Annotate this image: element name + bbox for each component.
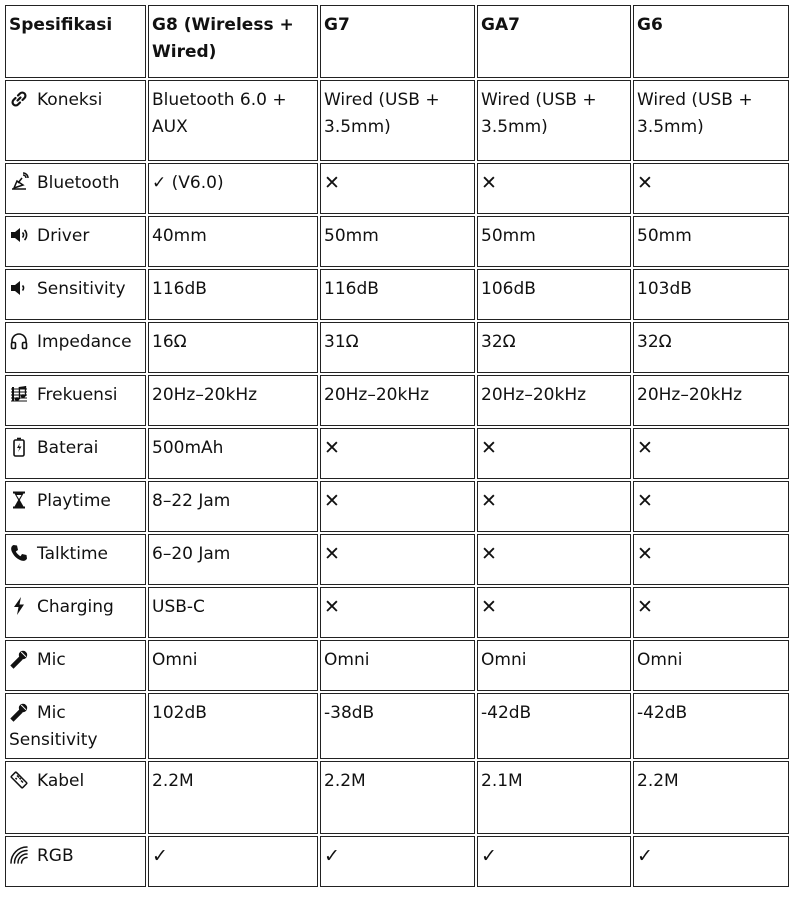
- cell-value: 2.2M: [637, 771, 679, 791]
- cell-value: 106dB: [481, 279, 536, 299]
- spec-label-charging: [5, 587, 146, 638]
- cell-value: 20Hz–20kHz: [637, 385, 743, 405]
- cell-talktime-g7: [320, 534, 475, 585]
- cell-mic-g8: [148, 640, 318, 691]
- cross-mark: ✕: [481, 543, 497, 565]
- cell-value: 32Ω: [637, 332, 672, 352]
- headphones-icon: [9, 331, 31, 351]
- cell-bluetooth-ga7: [477, 163, 631, 214]
- music-score-icon: [9, 384, 31, 404]
- lightning-icon: [9, 596, 31, 616]
- spec-label-driver: [5, 216, 146, 267]
- cell-koneksi-g8: [148, 80, 318, 161]
- cell-charging-ga7: [477, 587, 631, 638]
- cell-charging-g7: [320, 587, 475, 638]
- table-row-charging: [5, 587, 789, 638]
- cell-value: Wired (USB + 3.5mm): [481, 90, 597, 137]
- cell-sensitivity-ga7: [477, 269, 631, 320]
- spec-label-mic-sensitivity: [5, 693, 146, 759]
- cell-value: Omni: [324, 650, 370, 670]
- cell-mic-ga7: [477, 640, 631, 691]
- spec-label-sensitivity: [5, 269, 146, 320]
- link-icon: [9, 89, 31, 109]
- cell-impedance-g6: [633, 322, 789, 373]
- cell-value: 102dB: [152, 703, 207, 723]
- table-row-frekuensi: [5, 375, 789, 426]
- table-row-mic: [5, 640, 789, 691]
- check-mark: ✓: [481, 845, 497, 867]
- cell-value: 32Ω: [481, 332, 516, 352]
- cell-koneksi-g6: [633, 80, 789, 161]
- cross-mark: ✕: [324, 543, 340, 565]
- battery-icon: [9, 437, 31, 457]
- hourglass-icon: [9, 490, 31, 510]
- header-model-ga7: GA7: [477, 5, 631, 78]
- cell-value: Wired (USB + 3.5mm): [324, 90, 440, 137]
- table-row-rgb: [5, 836, 789, 887]
- cross-mark: ✕: [481, 172, 497, 194]
- cell-mic-g7: [320, 640, 475, 691]
- cell-talktime-ga7: [477, 534, 631, 585]
- microphone-icon: [9, 702, 31, 722]
- cell-bluetooth-g7: [320, 163, 475, 214]
- table-row-mic-sensitivity: [5, 693, 789, 759]
- spec-label-playtime: [5, 481, 146, 532]
- cell-mic-sensitivity-g6: [633, 693, 789, 759]
- cell-bluetooth-g8: [148, 163, 318, 214]
- cell-mic-sensitivity-ga7: [477, 693, 631, 759]
- table-header-row: [5, 5, 789, 78]
- cell-driver-ga7: [477, 216, 631, 267]
- cell-charging-g8: [148, 587, 318, 638]
- cell-rgb-g8: [148, 836, 318, 887]
- spec-label-kabel: [5, 761, 146, 834]
- cross-mark: ✕: [637, 490, 653, 512]
- spec-label-text: RGB: [37, 846, 74, 866]
- spec-label-text: Sensitivity: [37, 279, 126, 299]
- cell-value: 2.2M: [152, 771, 194, 791]
- check-mark: ✓: [324, 845, 340, 867]
- cell-value: -42dB: [481, 703, 532, 723]
- cell-value: 116dB: [152, 279, 207, 299]
- header-model-g8: G8 (Wireless + Wired): [148, 5, 318, 78]
- header-model-g7: G7: [320, 5, 475, 78]
- cell-value: 116dB: [324, 279, 379, 299]
- spec-label-text: Playtime: [37, 491, 111, 511]
- cross-mark: ✕: [637, 543, 653, 565]
- spec-label-text: Baterai: [37, 438, 99, 458]
- cell-playtime-g7: [320, 481, 475, 532]
- cell-value: 31Ω: [324, 332, 359, 352]
- spec-label-frekuensi: [5, 375, 146, 426]
- spec-label-impedance: [5, 322, 146, 373]
- spec-label-koneksi: [5, 80, 146, 161]
- table-row-impedance: [5, 322, 789, 373]
- cell-kabel-g8: [148, 761, 318, 834]
- cell-driver-g6: [633, 216, 789, 267]
- cell-kabel-ga7: [477, 761, 631, 834]
- cell-sensitivity-g8: [148, 269, 318, 320]
- spec-label-text: Driver: [37, 226, 90, 246]
- cell-talktime-g6: [633, 534, 789, 585]
- spec-label-talktime: [5, 534, 146, 585]
- cell-value: 20Hz–20kHz: [481, 385, 587, 405]
- spec-label-text: Mic: [37, 650, 66, 670]
- check-mark: ✓: [637, 845, 653, 867]
- cell-value: 2.2M: [324, 771, 366, 791]
- cell-driver-g7: [320, 216, 475, 267]
- cell-value: Omni: [152, 650, 198, 670]
- spec-label-text: Talktime: [37, 544, 108, 564]
- spec-label-bluetooth: [5, 163, 146, 214]
- cell-sensitivity-g7: [320, 269, 475, 320]
- table-row-sensitivity: [5, 269, 789, 320]
- cell-baterai-g8: [148, 428, 318, 479]
- cross-mark: ✕: [481, 490, 497, 512]
- cell-driver-g8: [148, 216, 318, 267]
- cell-frekuensi-g7: [320, 375, 475, 426]
- phone-icon: [9, 543, 31, 563]
- table-row-koneksi: [5, 80, 789, 161]
- header-model-g6: G6: [633, 5, 789, 78]
- cross-mark: ✕: [481, 437, 497, 459]
- rainbow-icon: [9, 845, 31, 865]
- table-row-driver: [5, 216, 789, 267]
- cell-koneksi-g7: [320, 80, 475, 161]
- table-row-baterai: [5, 428, 789, 479]
- cell-rgb-g7: [320, 836, 475, 887]
- cell-baterai-g7: [320, 428, 475, 479]
- cell-frekuensi-ga7: [477, 375, 631, 426]
- cell-impedance-g8: [148, 322, 318, 373]
- table-row-bluetooth: [5, 163, 789, 214]
- cell-value: -38dB: [324, 703, 375, 723]
- cell-mic-sensitivity-g8: [148, 693, 318, 759]
- cell-value: Bluetooth 6.0 + AUX: [152, 90, 287, 137]
- cell-impedance-g7: [320, 322, 475, 373]
- spec-label-text: Impedance: [37, 332, 132, 352]
- cell-mic-sensitivity-g7: [320, 693, 475, 759]
- spec-label-baterai: [5, 428, 146, 479]
- cell-impedance-ga7: [477, 322, 631, 373]
- cross-mark: ✕: [324, 596, 340, 618]
- spec-label-mic: [5, 640, 146, 691]
- cell-bluetooth-g6: [633, 163, 789, 214]
- cell-value: -42dB: [637, 703, 688, 723]
- cell-value: Wired (USB + 3.5mm): [637, 90, 753, 137]
- cell-value: Omni: [481, 650, 527, 670]
- cell-mic-g6: [633, 640, 789, 691]
- spec-label-text: Charging: [37, 597, 114, 617]
- check-mark: ✓: [152, 845, 168, 867]
- speaker-icon: [9, 225, 31, 245]
- cell-playtime-g8: [148, 481, 318, 532]
- cell-playtime-ga7: [477, 481, 631, 532]
- spec-label-text: Frekuensi: [37, 385, 118, 405]
- cell-frekuensi-g6: [633, 375, 789, 426]
- cell-value: 50mm: [637, 226, 692, 246]
- cell-charging-g6: [633, 587, 789, 638]
- cell-rgb-ga7: [477, 836, 631, 887]
- spec-label-rgb: [5, 836, 146, 887]
- spec-comparison-table: [3, 3, 791, 889]
- cell-kabel-g7: [320, 761, 475, 834]
- cell-frekuensi-g8: [148, 375, 318, 426]
- spec-label-text: Mic Sensitivity: [9, 703, 98, 750]
- cell-value: 20Hz–20kHz: [324, 385, 430, 405]
- cell-value: 103dB: [637, 279, 692, 299]
- header-spec-label: Spesifikasi: [5, 5, 146, 78]
- cell-value: 500mAh: [152, 438, 224, 458]
- cell-kabel-g6: [633, 761, 789, 834]
- table-row-kabel: [5, 761, 789, 834]
- cell-value: 8–22 Jam: [152, 491, 231, 511]
- cell-talktime-g8: [148, 534, 318, 585]
- cross-mark: ✕: [637, 172, 653, 194]
- cell-playtime-g6: [633, 481, 789, 532]
- cell-value: 2.1M: [481, 771, 523, 791]
- cross-mark: ✕: [481, 596, 497, 618]
- cell-rgb-g6: [633, 836, 789, 887]
- cell-value: 50mm: [324, 226, 379, 246]
- cell-value: ✓ (V6.0): [152, 173, 224, 193]
- spec-label-text: Kabel: [37, 771, 85, 791]
- microphone-icon: [9, 649, 31, 669]
- cell-value: 20Hz–20kHz: [152, 385, 258, 405]
- cell-baterai-ga7: [477, 428, 631, 479]
- spec-label-text: Koneksi: [37, 90, 103, 110]
- cross-mark: ✕: [637, 596, 653, 618]
- cell-value: Omni: [637, 650, 683, 670]
- cell-sensitivity-g6: [633, 269, 789, 320]
- cell-value: USB-C: [152, 597, 205, 617]
- spec-label-text: Bluetooth: [37, 173, 120, 193]
- cell-koneksi-ga7: [477, 80, 631, 161]
- cell-value: 6–20 Jam: [152, 544, 231, 564]
- speaker-low-icon: [9, 278, 31, 298]
- cell-value: 40mm: [152, 226, 207, 246]
- cross-mark: ✕: [637, 437, 653, 459]
- cross-mark: ✕: [324, 437, 340, 459]
- table-row-playtime: [5, 481, 789, 532]
- cross-mark: ✕: [324, 490, 340, 512]
- cell-value: 16Ω: [152, 332, 187, 352]
- cell-baterai-g6: [633, 428, 789, 479]
- cell-value: 50mm: [481, 226, 536, 246]
- ruler-icon: [9, 770, 31, 790]
- satellite-icon: [9, 172, 31, 192]
- cross-mark: ✕: [324, 172, 340, 194]
- table-row-talktime: [5, 534, 789, 585]
